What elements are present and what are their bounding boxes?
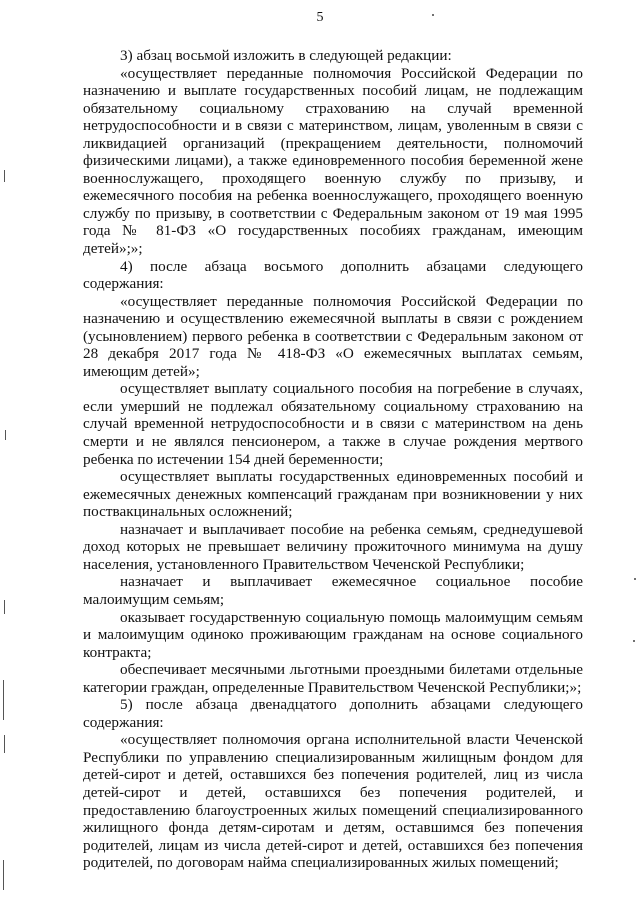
paragraph-burial-benefit: осуществляет выплату социального пособия на погребение в случаях, если умерший не подлежал обязательному социальному страхованию на случай временной нетрудоспособности и в связи с материнством на день смерти и не являлся пенсионером, а также в случае рождения мертвого ребенка по истечении 154 дней беременности;: [83, 380, 583, 468]
paragraph-social-contract: оказывает государственную социальную помощь малоимущим семьям и малоимущим одиноко проживающим гражданам на основе социального контракта;: [83, 608, 583, 661]
paragraph-amendment-4-heading: 4) после абзаца восьмого дополнить абзацами следующего содержания:: [83, 257, 583, 293]
paragraph-amendment-3-heading: 3) абзац восьмой изложить в следующей редакции:: [120, 47, 452, 64]
scan-artifact: [5, 430, 6, 440]
paragraph-vaccination-compensation: осуществляет выплаты государственных единовременных пособий и ежемесячных денежных компенсаций гражданам при возникновении у них поствакцинальных осложнений;: [83, 468, 583, 521]
page-number: 5: [316, 10, 324, 25]
paragraph-amendment-3-text: «осуществляет переданные полномочия Российской Федерации по назначению и выплате государственных пособий лицам, не подлежащим обязательному социальному страхованию на случай временной нетрудоспособности и в связи с материнством, лицам, уволенным в связи с ликвидацией организаций (прекращением деятельности, полномочий физическими лицами), а также единовременного пособия беременной жене военнослужащего, проходящего военную службу по призыву, и ежемесячного пособия на ребенка военнослужащего, проходящего военную службу по призыву, в соответствии с Федеральным законом от 19 мая 1995 года № 81-ФЗ «О государственных пособиях гражданам, имеющим детей»;»;: [83, 64, 583, 258]
scan-speck: [633, 640, 635, 642]
scan-speck: [432, 14, 434, 16]
scan-artifact: [4, 170, 5, 182]
paragraph-travel-passes: обеспечивает месячными льготными проездными билетами отдельные категории граждан, определенные Правительством Чеченской Республики;»;: [83, 661, 583, 696]
document-body: [83, 47, 583, 872]
scan-speck: [634, 578, 636, 580]
scan-artifact: [4, 600, 5, 614]
paragraph-monthly-payment: «осуществляет переданные полномочия Российской Федерации по назначению и осуществлению ежемесячной выплаты в связи с рождением (усыновлением) первого ребенка в соответствии с Федеральным законом от 28 декабря 2017 года № 418-ФЗ «О ежемесячных выплатах семьям, имеющим детей»;: [83, 292, 583, 380]
paragraph-amendment-5-heading: 5) после абзаца двенадцатого дополнить абзацами следующего содержания:: [83, 696, 583, 731]
paragraph-low-income-benefit: назначает и выплачивает ежемесячное социальное пособие малоимущим семьям;: [83, 573, 583, 608]
paragraph-child-benefit: назначает и выплачивает пособие на ребенка семьям, среднедушевой доход которых не превышает величину прожиточного минимума на душу населения, установленного Правительством Чеченской Республики;: [83, 520, 583, 573]
paragraph-housing-fund: «осуществляет полномочия органа исполнительной власти Чеченской Республики по управлению специализированным жилищным фондом для детей-сирот и детей, оставшихся без попечения родителей, лиц из числа детей-сирот и детей, оставшихся без попечения родителей, и предоставлению благоустроенных жилых помещений специализированного жилищного фонда детям-сиротам и детям, оставшимся без попечения родителей, лицам из числа детей-сирот и детей, оставшихся без попечения родителей, по договорам найма специализированных жилых помещений;: [83, 731, 583, 872]
scan-artifact: [3, 860, 4, 890]
scan-artifact: [3, 680, 4, 720]
scan-artifact: [4, 735, 5, 753]
